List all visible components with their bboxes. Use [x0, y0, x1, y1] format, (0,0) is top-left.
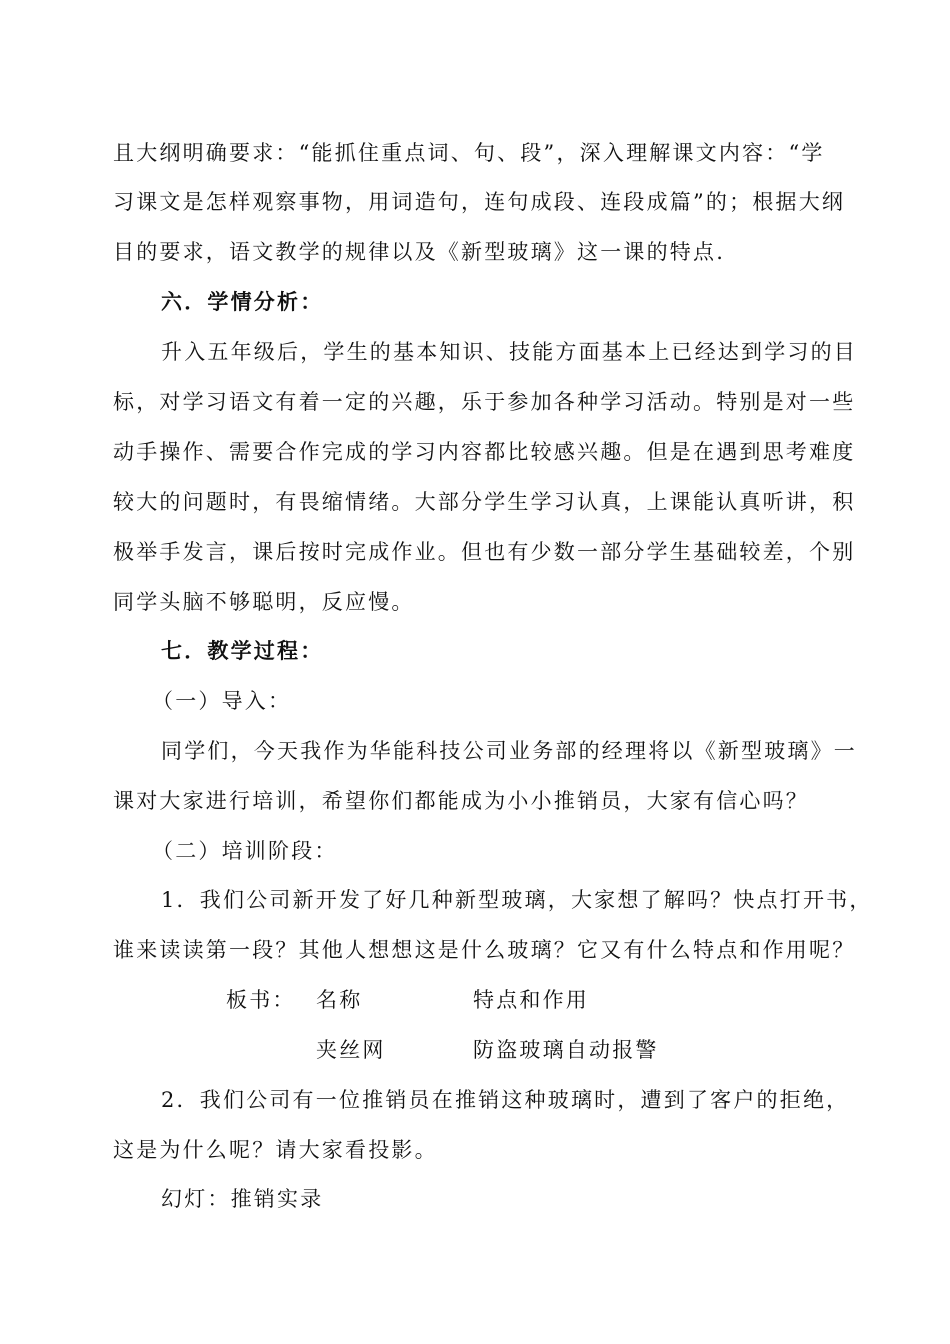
- text-line: 谁来读读第一段？其他人想想这是什么玻璃？它又有什么特点和作用呢？: [113, 938, 856, 962]
- board-col1-header: 名称: [316, 988, 363, 1012]
- text-line: 目的要求，语文教学的规律以及《新型玻璃》这一课的特点.: [113, 240, 726, 264]
- text-line: 且大纲明确要求：“能抓住重点词、句、段”，深入理解课文内容：“学: [113, 141, 825, 165]
- text-line: 升入五年级后，学生的基本知识、技能方面基本上已经达到学习的目: [161, 340, 857, 364]
- section-heading: 六．学情分析：: [161, 290, 324, 314]
- text-line: 动手操作、需要合作完成的学习内容都比较感兴趣。但是在遇到思考难度: [113, 440, 856, 464]
- text-line: 同学头脑不够聪明，反应慢。: [113, 590, 415, 614]
- text-line: 较大的问题时，有畏缩情绪。大部分学生学习认真，上课能认真听讲，积: [113, 490, 856, 514]
- board-label: 板书：: [226, 988, 296, 1012]
- board-row1-name: 夹丝网: [316, 1038, 386, 1062]
- section-heading: 七．教学过程：: [161, 639, 324, 663]
- board-row1-feature: 防盗玻璃自动报警: [473, 1038, 659, 1062]
- text-line: 2．我们公司有一位推销员在推销这种玻璃时，遭到了客户的拒绝，: [161, 1088, 850, 1112]
- text-line: 这是为什么呢？请大家看投影。: [113, 1138, 438, 1162]
- text-line: 极举手发言，课后按时完成作业。但也有少数一部分学生基础较差，个别: [113, 540, 856, 564]
- text-line: 幻灯：推销实录: [161, 1187, 324, 1211]
- text-line: 同学们，今天我作为华能科技公司业务部的经理将以《新型玻璃》一: [161, 739, 857, 763]
- text-line: 1．我们公司新开发了好几种新型玻璃，大家想了解吗？快点打开书，: [161, 888, 873, 912]
- text-line: 课对大家进行培训，希望你们都能成为小小推销员，大家有信心吗？: [113, 789, 809, 813]
- subsection-heading: （一）导入：: [152, 689, 292, 713]
- board-col2-header: 特点和作用: [473, 988, 589, 1012]
- text-line: 标，对学习语文有着一定的兴趣，乐于参加各种学习活动。特别是对一些: [113, 390, 856, 414]
- text-line: 习课文是怎样观察事物，用词造句，连句成段、连段成篇”的；根据大纲: [113, 190, 846, 214]
- subsection-heading: （二）培训阶段：: [152, 839, 338, 863]
